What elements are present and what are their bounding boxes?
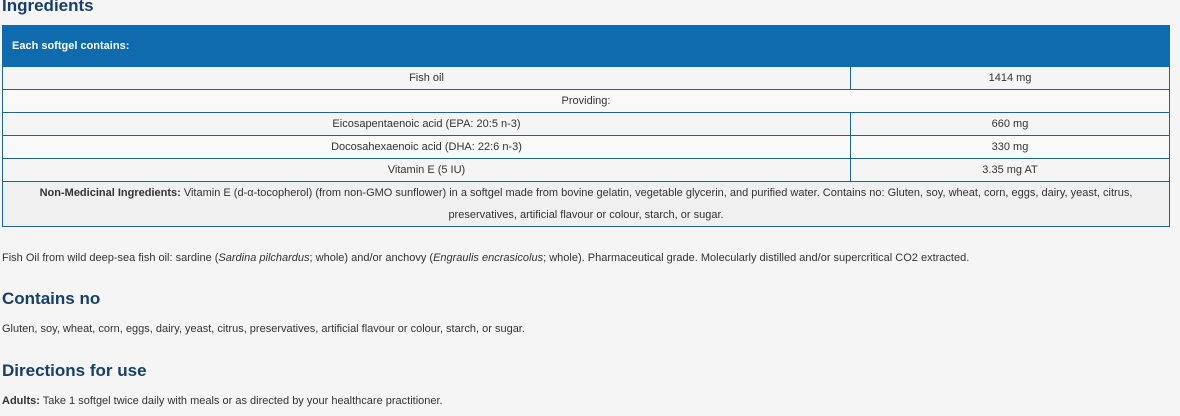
fish-oil-description: [2, 252, 969, 264]
ingredient-amount: 330 mg: [851, 136, 1170, 159]
nmi-text: Vitamin E (d-α-tocopherol) (from non-GMO sunflower) in a softgel made from bovine gelatin, vegetable glycerin, and purified water. Contains no: Gluten, soy, wheat, corn, eggs, dairy, yeast, citrus, preservatives, artificial flavour or colour, starch, or sugar.: [180, 187, 1133, 221]
ingredient-name: Fish oil: [3, 67, 851, 90]
adults-instructions: Take 1 softgel twice daily with meals or as directed by your healthcare practitioner.: [39, 395, 443, 407]
table-header: Each softgel contains:: [3, 26, 1170, 67]
ingredient-amount: 660 mg: [851, 113, 1170, 136]
table-row: [3, 182, 1170, 227]
table-row: [3, 113, 1170, 136]
fish-text-3: ; whole). Pharmaceutical grade. Molecularly distilled and/or supercritical CO2 extracted.: [543, 252, 970, 264]
table-row: [3, 67, 1170, 90]
contains-no-text: Gluten, soy, wheat, corn, eggs, dairy, yeast, citrus, preservatives, artificial flavour or colour, starch, or sugar.: [2, 323, 525, 335]
ingredient-amount: 3.35 mg AT: [851, 159, 1170, 182]
contains-no-heading: Contains no: [2, 289, 101, 308]
ingredient-name: Vitamin E (5 IU): [3, 159, 851, 182]
fish-text-1: Fish Oil from wild deep-sea fish oil: sardine (: [2, 252, 219, 264]
ingredient-name: Docosahexaenoic acid (DHA: 22:6 n-3): [3, 136, 851, 159]
fish-text-2: ; whole) and/or anchovy (: [309, 252, 434, 264]
ingredient-name: Providing:: [3, 90, 1170, 113]
sardine-species: Sardina pilchardus: [218, 252, 310, 264]
anchovy-species: Engraulis encrasicolus: [433, 252, 544, 264]
non-medicinal-ingredients: [3, 182, 1170, 227]
table-row: [3, 90, 1170, 113]
ingredient-name: Eicosapentaenoic acid (EPA: 20:5 n-3): [3, 113, 851, 136]
table-row: [3, 136, 1170, 159]
ingredients-heading: Ingredients: [2, 0, 94, 15]
table-row: [3, 159, 1170, 182]
adults-label: Adults:: [2, 395, 40, 407]
ingredient-amount: 1414 mg: [851, 67, 1170, 90]
directions-text: [2, 395, 443, 407]
directions-heading: Directions for use: [2, 361, 147, 380]
ingredients-table: [2, 25, 1170, 227]
nmi-label: Non-Medicinal Ingredients:: [39, 187, 181, 199]
